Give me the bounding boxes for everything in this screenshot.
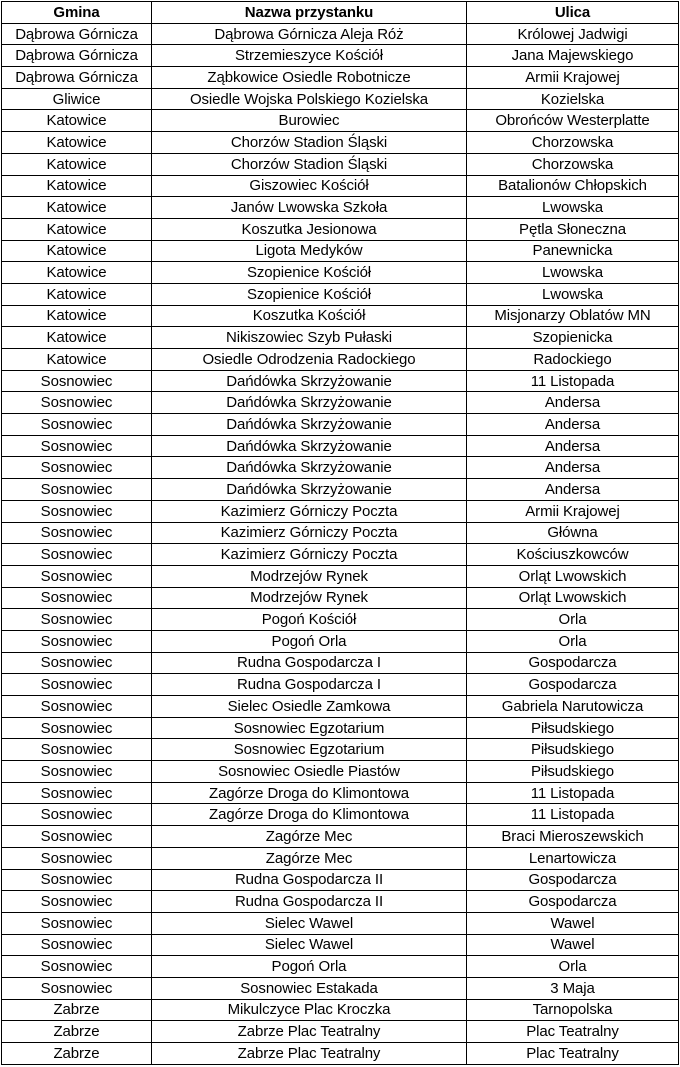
cell-stop-name: Sielec Osiedle Zamkowa xyxy=(152,696,467,718)
cell-street: Radockiego xyxy=(467,349,679,371)
table-row xyxy=(2,912,679,934)
cell-stop-name: Zabrze Plac Teatralny xyxy=(152,1021,467,1043)
cell-street: Wawel xyxy=(467,912,679,934)
cell-gmina: Sosnowiec xyxy=(2,609,152,631)
cell-stop-name: Kazimierz Górniczy Poczta xyxy=(152,544,467,566)
cell-street: Plac Teatralny xyxy=(467,1043,679,1065)
cell-stop-name: Dąbrowa Górnicza Aleja Róż xyxy=(152,23,467,45)
cell-street: Orląt Lwowskich xyxy=(467,587,679,609)
cell-street: Lenartowicza xyxy=(467,847,679,869)
table-row xyxy=(2,45,679,67)
table-header-row xyxy=(2,2,679,24)
cell-street: Orla xyxy=(467,630,679,652)
table-row xyxy=(2,891,679,913)
cell-stop-name: Chorzów Stadion Śląski xyxy=(152,153,467,175)
table-row xyxy=(2,262,679,284)
cell-gmina: Sosnowiec xyxy=(2,761,152,783)
table-row xyxy=(2,565,679,587)
table-row xyxy=(2,1043,679,1065)
cell-stop-name: Pogoń Kościół xyxy=(152,609,467,631)
cell-stop-name: Modrzejów Rynek xyxy=(152,587,467,609)
table-row xyxy=(2,522,679,544)
cell-gmina: Katowice xyxy=(2,175,152,197)
cell-stop-name: Burowiec xyxy=(152,110,467,132)
cell-street: Armii Krajowej xyxy=(467,500,679,522)
cell-gmina: Sosnowiec xyxy=(2,652,152,674)
table-row xyxy=(2,305,679,327)
table-row xyxy=(2,197,679,219)
cell-gmina: Katowice xyxy=(2,283,152,305)
cell-street: Piłsudskiego xyxy=(467,717,679,739)
cell-gmina: Sosnowiec xyxy=(2,435,152,457)
cell-street: Batalionów Chłopskich xyxy=(467,175,679,197)
table-row xyxy=(2,23,679,45)
cell-stop-name: Rudna Gospodarcza II xyxy=(152,891,467,913)
cell-stop-name: Dańdówka Skrzyżowanie xyxy=(152,479,467,501)
table-row xyxy=(2,630,679,652)
cell-stop-name: Dańdówka Skrzyżowanie xyxy=(152,435,467,457)
table-row xyxy=(2,218,679,240)
table-row xyxy=(2,132,679,154)
cell-gmina: Sosnowiec xyxy=(2,934,152,956)
cell-gmina: Katowice xyxy=(2,305,152,327)
cell-stop-name: Koszutka Kościół xyxy=(152,305,467,327)
table-row xyxy=(2,1021,679,1043)
cell-gmina: Sosnowiec xyxy=(2,739,152,761)
cell-stop-name: Zagórze Droga do Klimontowa xyxy=(152,804,467,826)
cell-gmina: Sosnowiec xyxy=(2,847,152,869)
cell-stop-name: Kazimierz Górniczy Poczta xyxy=(152,522,467,544)
cell-gmina: Sosnowiec xyxy=(2,912,152,934)
table-row xyxy=(2,869,679,891)
cell-street: Piłsudskiego xyxy=(467,761,679,783)
table-row xyxy=(2,370,679,392)
cell-street: Tarnopolska xyxy=(467,999,679,1021)
table-row xyxy=(2,999,679,1021)
table-row xyxy=(2,652,679,674)
table-row xyxy=(2,175,679,197)
table-row xyxy=(2,782,679,804)
cell-street: Andersa xyxy=(467,392,679,414)
cell-stop-name: Ligota Medyków xyxy=(152,240,467,262)
cell-stop-name: Dańdówka Skrzyżowanie xyxy=(152,370,467,392)
column-header-stop-name: Nazwa przystanku xyxy=(152,2,467,24)
column-header-street: Ulica xyxy=(467,2,679,24)
cell-stop-name: Sosnowiec Osiedle Piastów xyxy=(152,761,467,783)
cell-stop-name: Sosnowiec Egzotarium xyxy=(152,717,467,739)
table-row xyxy=(2,717,679,739)
cell-stop-name: Nikiszowiec Szyb Pułaski xyxy=(152,327,467,349)
cell-street: Lwowska xyxy=(467,283,679,305)
cell-stop-name: Chorzów Stadion Śląski xyxy=(152,132,467,154)
cell-gmina: Sosnowiec xyxy=(2,977,152,999)
cell-stop-name: Kazimierz Górniczy Poczta xyxy=(152,500,467,522)
cell-street: Gospodarcza xyxy=(467,652,679,674)
table-row xyxy=(2,414,679,436)
cell-stop-name: Pogoń Orla xyxy=(152,956,467,978)
cell-street: Chorzowska xyxy=(467,153,679,175)
cell-stop-name: Zagórze Mec xyxy=(152,847,467,869)
cell-gmina: Dąbrowa Górnicza xyxy=(2,45,152,67)
cell-street: Piłsudskiego xyxy=(467,739,679,761)
cell-stop-name: Dańdówka Skrzyżowanie xyxy=(152,457,467,479)
table-row xyxy=(2,739,679,761)
cell-gmina: Sosnowiec xyxy=(2,782,152,804)
table-row xyxy=(2,479,679,501)
cell-street: Misjonarzy Oblatów MN xyxy=(467,305,679,327)
cell-stop-name: Sielec Wawel xyxy=(152,912,467,934)
table-row xyxy=(2,609,679,631)
cell-stop-name: Giszowiec Kościół xyxy=(152,175,467,197)
table-row xyxy=(2,544,679,566)
cell-gmina: Sosnowiec xyxy=(2,414,152,436)
cell-gmina: Katowice xyxy=(2,262,152,284)
table-row xyxy=(2,283,679,305)
cell-gmina: Sosnowiec xyxy=(2,587,152,609)
cell-gmina: Sosnowiec xyxy=(2,500,152,522)
table-row xyxy=(2,240,679,262)
cell-street: Gospodarcza xyxy=(467,674,679,696)
cell-stop-name: Rudna Gospodarcza I xyxy=(152,674,467,696)
table-row xyxy=(2,977,679,999)
cell-gmina: Sosnowiec xyxy=(2,674,152,696)
cell-stop-name: Osiedle Odrodzenia Radockiego xyxy=(152,349,467,371)
cell-gmina: Sosnowiec xyxy=(2,804,152,826)
cell-gmina: Sosnowiec xyxy=(2,392,152,414)
cell-street: Orla xyxy=(467,609,679,631)
cell-street: 11 Listopada xyxy=(467,370,679,392)
table-row xyxy=(2,67,679,89)
cell-gmina: Sosnowiec xyxy=(2,522,152,544)
table-row xyxy=(2,761,679,783)
cell-street: Armii Krajowej xyxy=(467,67,679,89)
cell-gmina: Katowice xyxy=(2,153,152,175)
cell-stop-name: Zagórze Mec xyxy=(152,826,467,848)
cell-stop-name: Szopienice Kościół xyxy=(152,283,467,305)
cell-gmina: Sosnowiec xyxy=(2,457,152,479)
table-row xyxy=(2,153,679,175)
cell-gmina: Sosnowiec xyxy=(2,826,152,848)
cell-gmina: Sosnowiec xyxy=(2,891,152,913)
cell-street: Jana Majewskiego xyxy=(467,45,679,67)
cell-stop-name: Sosnowiec Estakada xyxy=(152,977,467,999)
cell-street: Chorzowska xyxy=(467,132,679,154)
cell-street: 11 Listopada xyxy=(467,782,679,804)
cell-street: Plac Teatralny xyxy=(467,1021,679,1043)
table-row xyxy=(2,435,679,457)
cell-stop-name: Sosnowiec Egzotarium xyxy=(152,739,467,761)
cell-street: Wawel xyxy=(467,934,679,956)
table-row xyxy=(2,847,679,869)
table-row xyxy=(2,587,679,609)
cell-street: Kozielska xyxy=(467,88,679,110)
cell-street: Orląt Lwowskich xyxy=(467,565,679,587)
cell-gmina: Gliwice xyxy=(2,88,152,110)
cell-street: Gabriela Narutowicza xyxy=(467,696,679,718)
bus-stops-table xyxy=(1,1,679,1065)
cell-stop-name: Szopienice Kościół xyxy=(152,262,467,284)
cell-gmina: Sosnowiec xyxy=(2,370,152,392)
table-row xyxy=(2,934,679,956)
table-row xyxy=(2,804,679,826)
cell-gmina: Katowice xyxy=(2,110,152,132)
cell-gmina: Sosnowiec xyxy=(2,544,152,566)
table-row xyxy=(2,392,679,414)
cell-stop-name: Dańdówka Skrzyżowanie xyxy=(152,392,467,414)
table-row xyxy=(2,327,679,349)
table-body xyxy=(2,23,679,1064)
cell-gmina: Dąbrowa Górnicza xyxy=(2,67,152,89)
cell-gmina: Sosnowiec xyxy=(2,630,152,652)
table-row xyxy=(2,110,679,132)
cell-street: Panewnicka xyxy=(467,240,679,262)
cell-stop-name: Sielec Wawel xyxy=(152,934,467,956)
cell-street: Andersa xyxy=(467,479,679,501)
cell-gmina: Katowice xyxy=(2,240,152,262)
cell-street: Obrońców Westerplatte xyxy=(467,110,679,132)
table-row xyxy=(2,500,679,522)
table-row xyxy=(2,696,679,718)
cell-street: Szopienicka xyxy=(467,327,679,349)
cell-stop-name: Zagórze Droga do Klimontowa xyxy=(152,782,467,804)
cell-street: Gospodarcza xyxy=(467,891,679,913)
cell-gmina: Sosnowiec xyxy=(2,696,152,718)
cell-stop-name: Rudna Gospodarcza II xyxy=(152,869,467,891)
cell-gmina: Katowice xyxy=(2,218,152,240)
cell-stop-name: Strzemieszyce Kościół xyxy=(152,45,467,67)
table-row xyxy=(2,826,679,848)
cell-stop-name: Modrzejów Rynek xyxy=(152,565,467,587)
cell-street: Braci Mieroszewskich xyxy=(467,826,679,848)
cell-street: 3 Maja xyxy=(467,977,679,999)
table-row xyxy=(2,674,679,696)
cell-stop-name: Ząbkowice Osiedle Robotnicze xyxy=(152,67,467,89)
cell-stop-name: Osiedle Wojska Polskiego Kozielska xyxy=(152,88,467,110)
cell-gmina: Sosnowiec xyxy=(2,956,152,978)
cell-stop-name: Mikulczyce Plac Kroczka xyxy=(152,999,467,1021)
cell-street: Lwowska xyxy=(467,262,679,284)
cell-gmina: Sosnowiec xyxy=(2,869,152,891)
table-row xyxy=(2,88,679,110)
cell-street: Gospodarcza xyxy=(467,869,679,891)
cell-stop-name: Koszutka Jesionowa xyxy=(152,218,467,240)
cell-street: Andersa xyxy=(467,414,679,436)
cell-gmina: Zabrze xyxy=(2,1043,152,1065)
cell-gmina: Katowice xyxy=(2,132,152,154)
cell-street: Orla xyxy=(467,956,679,978)
cell-gmina: Sosnowiec xyxy=(2,717,152,739)
cell-street: Lwowska xyxy=(467,197,679,219)
cell-gmina: Katowice xyxy=(2,327,152,349)
table-row xyxy=(2,956,679,978)
table-row xyxy=(2,457,679,479)
cell-gmina: Sosnowiec xyxy=(2,565,152,587)
cell-gmina: Katowice xyxy=(2,197,152,219)
cell-stop-name: Dańdówka Skrzyżowanie xyxy=(152,414,467,436)
cell-street: 11 Listopada xyxy=(467,804,679,826)
cell-gmina: Katowice xyxy=(2,349,152,371)
cell-stop-name: Janów Lwowska Szkoła xyxy=(152,197,467,219)
cell-gmina: Dąbrowa Górnicza xyxy=(2,23,152,45)
cell-stop-name: Pogoń Orla xyxy=(152,630,467,652)
cell-gmina: Sosnowiec xyxy=(2,479,152,501)
cell-street: Andersa xyxy=(467,435,679,457)
cell-gmina: Zabrze xyxy=(2,1021,152,1043)
cell-street: Królowej Jadwigi xyxy=(467,23,679,45)
table-row xyxy=(2,349,679,371)
cell-gmina: Zabrze xyxy=(2,999,152,1021)
cell-street: Andersa xyxy=(467,457,679,479)
cell-stop-name: Rudna Gospodarcza I xyxy=(152,652,467,674)
cell-street: Kościuszkowców xyxy=(467,544,679,566)
column-header-gmina: Gmina xyxy=(2,2,152,24)
cell-stop-name: Zabrze Plac Teatralny xyxy=(152,1043,467,1065)
cell-street: Główna xyxy=(467,522,679,544)
cell-street: Pętla Słoneczna xyxy=(467,218,679,240)
